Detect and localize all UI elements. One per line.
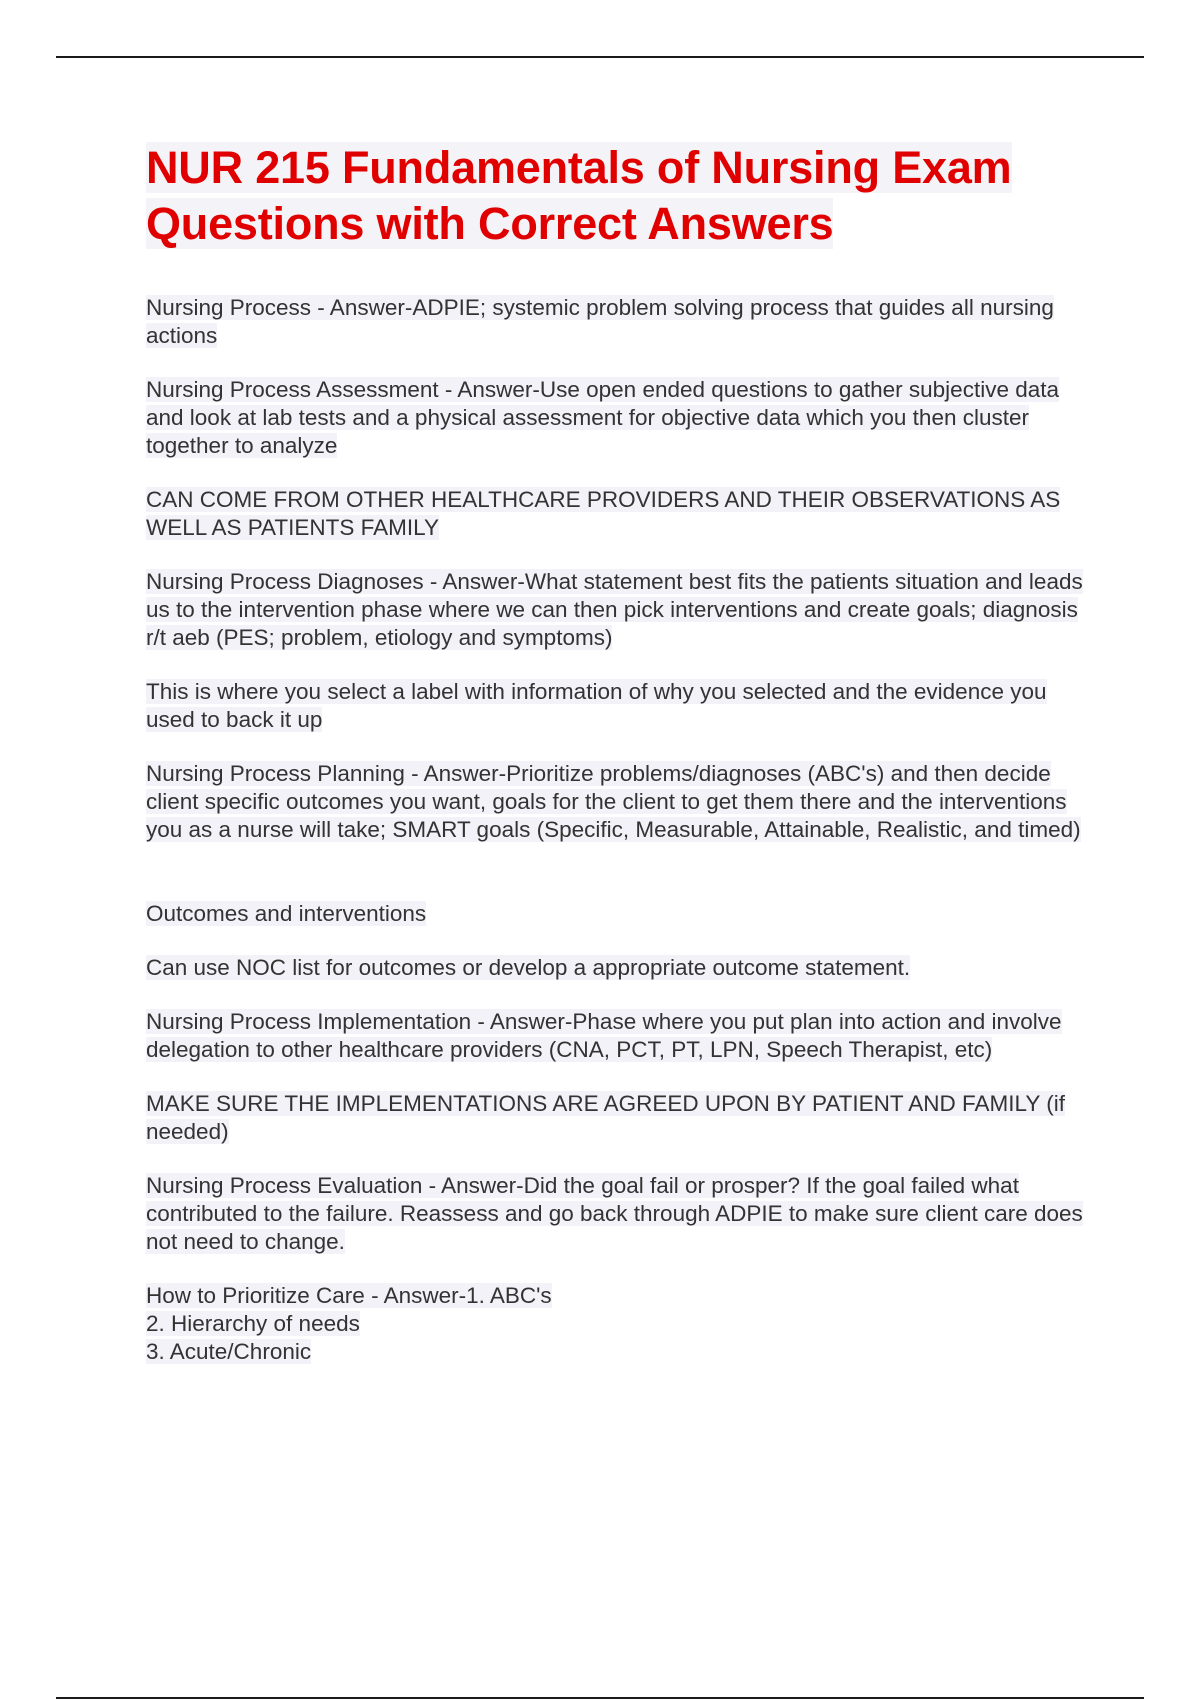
qa-diagnoses	[146, 568, 1086, 652]
qa-implementation	[146, 1008, 1086, 1064]
paragraph-text: Nursing Process Planning - Answer-Prioritize problems/diagnoses (ABC's) and then decide client specific outcomes you want, goals for the client to get them there and the interventions you as a nurse will take; SMART goals (Specific, Measurable, Attainable, Realistic, and timed)	[146, 761, 1081, 842]
paragraph-text: MAKE SURE THE IMPLEMENTATIONS ARE AGREED UPON BY PATIENT AND FAMILY (if needed)	[146, 1091, 1065, 1144]
title-line-2: Questions with Correct Answers	[146, 198, 834, 249]
paragraph-text: Outcomes and interventions	[146, 901, 427, 926]
paragraph-text: Can use NOC list for outcomes or develop a appropriate outcome statement.	[146, 955, 911, 980]
note-outcomes-interventions	[146, 900, 1086, 928]
prioritize-line-2: 2. Hierarchy of needs	[146, 1311, 360, 1336]
qa-nursing-process	[146, 294, 1086, 350]
note-noc-list	[146, 954, 1086, 982]
title-line-1: NUR 215 Fundamentals of Nursing Exam	[146, 142, 1012, 193]
paragraph-text: Nursing Process Implementation - Answer-Phase where you put plan into action and involve delegation to other healthcare providers (CNA, PCT, PT, LPN, Speech Therapist, etc)	[146, 1009, 1062, 1062]
note-assessment-sources	[146, 486, 1086, 542]
qa-planning	[146, 760, 1086, 844]
prioritize-line-3: 3. Acute/Chronic	[146, 1339, 312, 1364]
qa-prioritize-care	[146, 1282, 1086, 1366]
paragraph-text: Nursing Process Assessment - Answer-Use open ended questions to gather subjective data and look at lab tests and a physical assessment for objective data which you then cluster together to analyze	[146, 377, 1059, 458]
paragraph-text: Nursing Process Evaluation - Answer-Did the goal fail or prosper? If the goal failed what contributed to the failure. Reassess and go back through ADPIE to make sure client care does not need to change.	[146, 1173, 1083, 1254]
document-title	[146, 140, 1086, 252]
qa-assessment	[146, 376, 1086, 460]
qa-list	[146, 294, 1086, 1366]
paragraph-text: This is where you select a label with information of why you selected and the evidence you used to back it up	[146, 679, 1047, 732]
top-rule	[56, 56, 1144, 58]
bottom-rule	[56, 1697, 1144, 1699]
paragraph-text: Nursing Process - Answer-ADPIE; systemic problem solving process that guides all nursing actions	[146, 295, 1054, 348]
note-diagnoses-label	[146, 678, 1086, 734]
prioritize-line-1: How to Prioritize Care - Answer-1. ABC's	[146, 1283, 552, 1308]
document-content	[146, 140, 1086, 1366]
note-implementation-agreement	[146, 1090, 1086, 1146]
paragraph-text: Nursing Process Diagnoses - Answer-What statement best fits the patients situation and leads us to the intervention phase where we can then pick interventions and create goals; diagnosis r/t aeb (PES; problem, etiology and symptoms)	[146, 569, 1083, 650]
paragraph-text: CAN COME FROM OTHER HEALTHCARE PROVIDERS AND THEIR OBSERVATIONS AS WELL AS PATIENTS FAMILY	[146, 487, 1061, 540]
qa-evaluation	[146, 1172, 1086, 1256]
